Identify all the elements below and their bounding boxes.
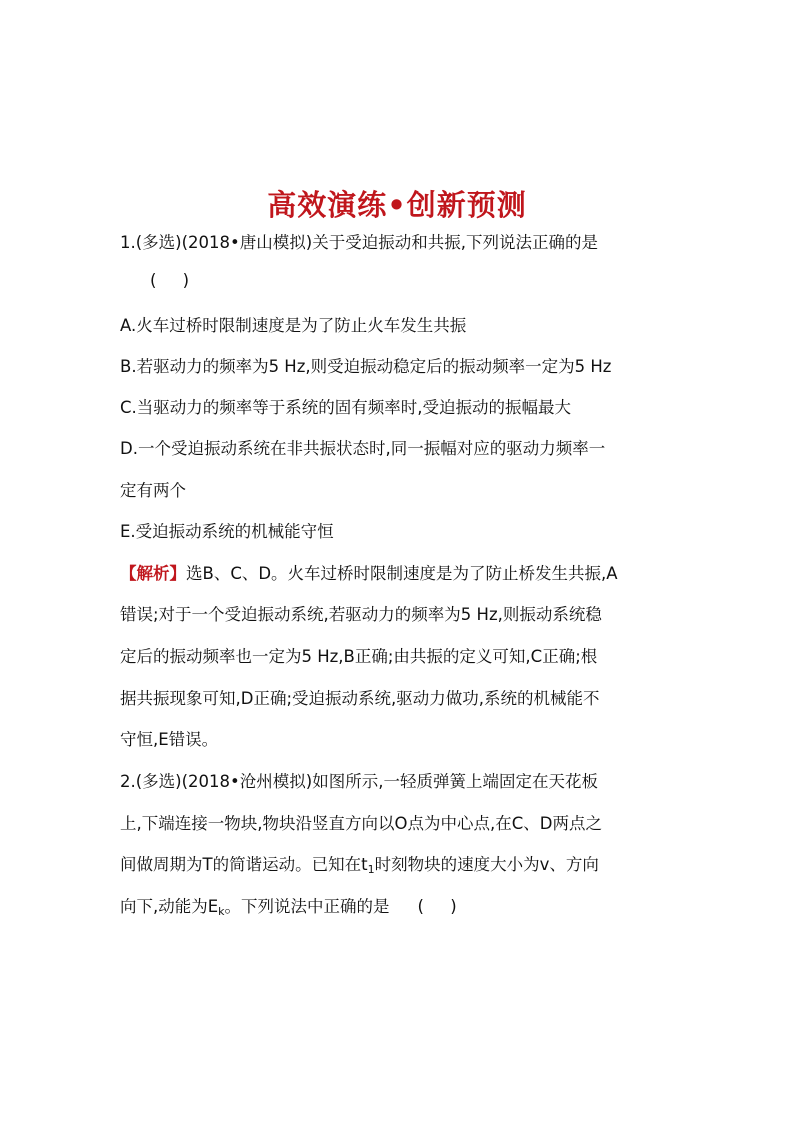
analysis-line2: 错误;对于一个受迫振动系统,若驱动力的频率为5 Hz,则振动系统稳 [120, 605, 602, 624]
q2-line3 [120, 853, 599, 882]
title-dot: • [387, 188, 407, 222]
q1-option-e: E.受迫振动系统的机械能守恒 [120, 522, 334, 541]
q2-answer-paren: ( ) [417, 897, 457, 916]
q1-option-a: A.火车过桥时限制速度是为了防止火车发生共振 [120, 316, 467, 335]
title-part2: 创新预测 [406, 188, 527, 222]
analysis-line1-text: 选B、C、D。火车过桥时限制速度是为了防止桥发生共振,A [186, 564, 618, 583]
q1-stem: 1.(多选)(2018•唐山模拟)关于受迫振动和共振,下列说法正确的是 [120, 233, 598, 252]
q2-line4 [120, 895, 457, 924]
analysis-line3: 定后的振动频率也一定为5 Hz,B正确;由共振的定义可知,C正确;根 [120, 647, 598, 666]
q2-line4-text-b: 。下列说法中正确的是 [224, 897, 390, 916]
q1-option-d-line2: 定有两个 [120, 481, 186, 500]
analysis-tag: 【解析】 [120, 564, 186, 583]
q2-line3-text-b: 时刻物块的速度大小为v、方向 [374, 855, 599, 874]
q2-line2: 上,下端连接一物块,物块沿竖直方向以O点为中心点,在C、D两点之 [120, 814, 602, 833]
q2-line4-text-a: 向下,动能为E [120, 897, 219, 916]
analysis-line1 [120, 562, 618, 586]
q2-line1: 2.(多选)(2018•沧州模拟)如图所示,一轻质弹簧上端固定在天花板 [120, 772, 598, 791]
analysis-line4: 据共振现象可知,D正确;受迫振动系统,驱动力做功,系统的机械能不 [120, 689, 600, 708]
title-part1: 高效演练 [267, 188, 388, 222]
q1-option-b: B.若驱动力的频率为5 Hz,则受迫振动稳定后的振动频率一定为5 Hz [120, 357, 612, 376]
q1-answer-paren: ( ) [150, 271, 190, 290]
q1-option-c: C.当驱动力的频率等于系统的固有频率时,受迫振动的振幅最大 [120, 398, 572, 417]
page-title [0, 183, 794, 224]
q1-option-d-line1: D.一个受迫振动系统在非共振状态时,同一振幅对应的驱动力频率一 [120, 439, 606, 458]
analysis-line5: 守恒,E错误。 [120, 730, 219, 749]
q2-t-subscript: 1 [367, 863, 375, 876]
q2-line3-text-a: 间做周期为T的简谐运动。已知在t [120, 855, 368, 874]
q2-e-subscript: k [218, 905, 225, 918]
